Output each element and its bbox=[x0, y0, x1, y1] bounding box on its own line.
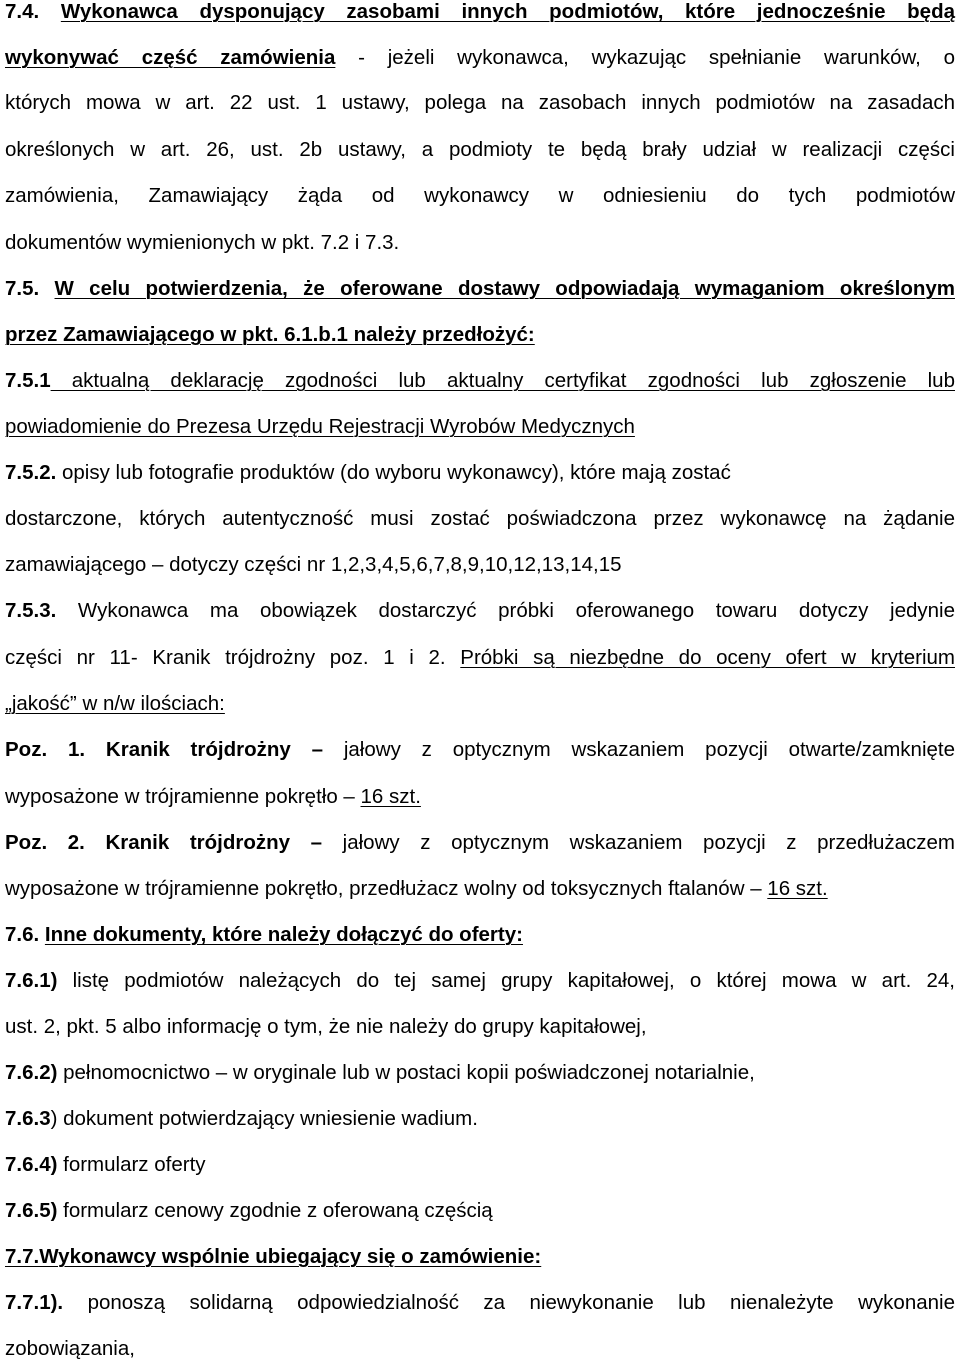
item-7-5-2-line-2: dostarczone, których autentyczność musi zostać poświadczona przez wykonawcę na żądanie bbox=[5, 507, 955, 530]
item-7-6-3: 7.6.3) dokument potwierdzający wniesienie wadium. bbox=[5, 1107, 478, 1130]
item-7-6-1-line-1: 7.6.1) listę podmiotów należących do tej samej grupy kapitałowej, o której mowa w art. 24, bbox=[5, 969, 955, 992]
section-7-4-line-3: których mowa w art. 22 ust. 1 ustawy, polega na zasobach innych podmiotów na zasadach bbox=[5, 91, 955, 114]
item-7-7-1-line-1: 7.7.1). ponoszą solidarną odpowiedzialność za niewykonanie lub nienależyte wykonanie bbox=[5, 1291, 955, 1314]
position-1-line-2: wyposażone w trójramienne pokrętło – 16 szt. bbox=[5, 785, 421, 808]
section-7-5-title: W celu potwierdzenia, że oferowane dostawy odpowiadają wymaganiom określonym bbox=[54, 277, 955, 300]
item-7-5-3-line-3: „jakość” w n/w ilościach: bbox=[5, 692, 225, 715]
section-7-4-line-2: wykonywać część zamówienia - jeżeli wykonawca, wykazując spełnianie warunków, o bbox=[5, 46, 955, 69]
section-7-4-line-5: zamówienia, Zamawiający żąda od wykonawcy w odniesieniu do tych podmiotów bbox=[5, 184, 955, 207]
item-7-7-1-line-2: zobowiązania, bbox=[5, 1337, 135, 1360]
item-7-5-3-line-2: części nr 11- Kranik trójdrożny poz. 1 i 2. Próbki są niezbędne do oceny ofert w kryterium bbox=[5, 646, 955, 669]
section-7-4-line-6: dokumentów wymienionych w pkt. 7.2 i 7.3. bbox=[5, 231, 400, 254]
section-7-4-line-1 bbox=[5, 0, 955, 27]
item-7-6-1-line-2: ust. 2, pkt. 5 albo informację o tym, że nie należy do grupy kapitałowej, bbox=[5, 1015, 647, 1038]
item-7-5-2-line-3: zamawiającego – dotyczy części nr 1,2,3,4,5,6,7,8,9,10,12,13,14,15 bbox=[5, 553, 622, 576]
item-7-6-4: 7.6.4) formularz oferty bbox=[5, 1153, 206, 1176]
item-7-6-5: 7.6.5) formularz cenowy zgodnie z oferowaną częścią bbox=[5, 1199, 493, 1222]
item-7-5-2-line-1: 7.5.2. opisy lub fotografie produktów (do wyboru wykonawcy), które mają zostać bbox=[5, 461, 731, 484]
position-2-line-1: Poz. 2. Kranik trójdrożny – jałowy z optycznym wskazaniem pozycji z przedłużaczem bbox=[5, 831, 956, 854]
section-7-4-line-4: określonych w art. 26, ust. 2b ustawy, a podmioty te będą brały udział w realizacji części bbox=[5, 138, 955, 161]
section-7-5-title-line-2: przez Zamawiającego w pkt. 6.1.b.1 należy przedłożyć: bbox=[5, 323, 535, 346]
section-7-4-title-part-2: wykonywać część zamówienia bbox=[5, 46, 336, 69]
position-1-line-1: Poz. 1. Kranik trójdrożny – jałowy z optycznym wskazaniem pozycji otwarte/zamknięte bbox=[5, 738, 956, 761]
position-2-line-2: wyposażone w trójramienne pokrętło, przedłużacz wolny od toksycznych ftalanów – 16 szt. bbox=[5, 877, 828, 900]
section-7-4-number: 7.4. bbox=[5, 0, 40, 23]
item-7-5-3-line-1: 7.5.3. Wykonawca ma obowiązek dostarczyć próbki oferowanego towaru dotyczy jedynie bbox=[5, 599, 955, 622]
section-7-5-title-line-1: 7.5. W celu potwierdzenia, że oferowane dostawy odpowiadają wymaganiom określonym bbox=[5, 277, 955, 300]
section-7-4-title-part-1: Wykonawca dysponujący zasobami innych podmiotów, które jednocześnie będą bbox=[60, 0, 955, 23]
item-7-6-2: 7.6.2) pełnomocnictwo – w oryginale lub w postaci kopii poświadczonej notarialnie, bbox=[5, 1061, 755, 1084]
section-7-7-title: 7.7.Wykonawcy wspólnie ubiegający się o zamówienie: bbox=[5, 1245, 542, 1268]
section-7-6-title: 7.6. Inne dokumenty, które należy dołączyć do oferty: bbox=[5, 923, 523, 946]
item-7-5-1-line-1: 7.5.1 aktualną deklarację zgodności lub aktualny certyfikat zgodności lub zgłoszenie lub bbox=[5, 369, 955, 392]
item-7-5-1-line-2: powiadomienie do Prezesa Urzędu Rejestracji Wyrobów Medycznych bbox=[5, 415, 635, 438]
